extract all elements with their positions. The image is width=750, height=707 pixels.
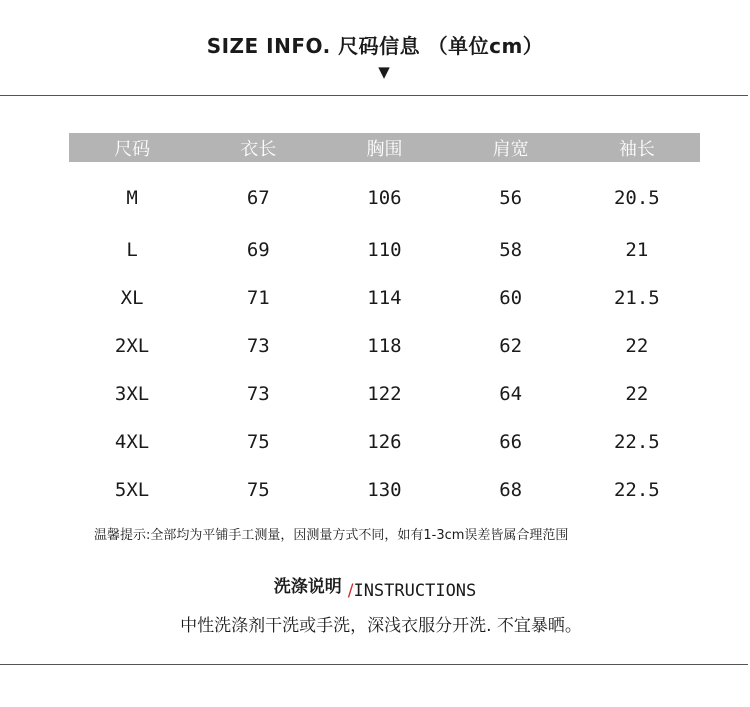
cell-chest: 130 [367, 479, 402, 501]
cell-shoulder: 62 [499, 335, 523, 357]
table-row [69, 226, 700, 274]
cell-chest: 118 [367, 335, 402, 357]
cell-shoulder: 66 [499, 431, 523, 453]
table-row [69, 274, 700, 322]
column-header-chest: 胸围 [321, 133, 447, 162]
cell-size: 4XL [114, 431, 150, 453]
cell-size: XL [120, 287, 144, 309]
cell-size: 2XL [114, 335, 150, 357]
cell-sleeve: 22 [625, 335, 649, 357]
cell-length: 73 [246, 335, 270, 357]
cell-shoulder: 58 [499, 239, 523, 261]
table-row [69, 162, 700, 226]
column-header-shoulder: 肩宽 [448, 133, 574, 162]
measurement-note: 温馨提示:全部均为平铺手工测量，因测量方式不同，如有1-3cm误差皆属合理范围 [94, 528, 569, 543]
cell-shoulder: 56 [499, 187, 523, 209]
washing-title-en: INSTRUCTIONS [353, 581, 477, 601]
top-divider [0, 95, 748, 96]
washing-title-zh: 洗涤说明 [273, 577, 342, 597]
slash-separator: / [347, 581, 354, 601]
cell-shoulder: 64 [499, 383, 523, 405]
page-title: SIZE INFO. 尺码信息 （单位cm） [206, 34, 544, 58]
cell-chest: 106 [367, 187, 402, 209]
cell-shoulder: 60 [499, 287, 523, 309]
cell-chest: 114 [367, 287, 402, 309]
table-row [69, 466, 700, 514]
table-row [69, 322, 700, 370]
cell-length: 75 [246, 431, 270, 453]
washing-description: 中性洗涤剂干洗或手洗，深浅衣服分开洗. 不宜暴晒。 [180, 616, 582, 636]
cell-length: 71 [246, 287, 270, 309]
column-header-sleeve: 袖长 [574, 133, 700, 162]
cell-length: 73 [246, 383, 270, 405]
cell-length: 67 [246, 187, 270, 209]
size-table [69, 133, 700, 514]
cell-chest: 110 [367, 239, 402, 261]
cell-size: 3XL [114, 383, 150, 405]
cell-size: 5XL [114, 479, 150, 501]
cell-sleeve: 22 [625, 383, 649, 405]
cell-length: 69 [246, 239, 270, 261]
cell-length: 75 [246, 479, 270, 501]
cell-shoulder: 68 [499, 479, 523, 501]
cell-chest: 122 [367, 383, 402, 405]
cell-sleeve: 21 [625, 239, 649, 261]
column-header-size: 尺码 [69, 133, 195, 162]
table-row [69, 370, 700, 418]
table-row [69, 418, 700, 466]
cell-size: L [126, 239, 138, 261]
washing-instructions-heading [0, 572, 750, 601]
cell-sleeve: 20.5 [613, 187, 660, 209]
cell-sleeve: 21.5 [613, 287, 660, 309]
cell-size: M [126, 187, 138, 209]
cell-chest: 126 [367, 431, 402, 453]
size-table-header-row [69, 133, 700, 162]
down-arrow-icon: ▼ [378, 63, 390, 81]
column-header-length: 衣长 [195, 133, 321, 162]
cell-sleeve: 22.5 [613, 431, 660, 453]
cell-sleeve: 22.5 [613, 479, 660, 501]
bottom-divider [0, 664, 748, 665]
